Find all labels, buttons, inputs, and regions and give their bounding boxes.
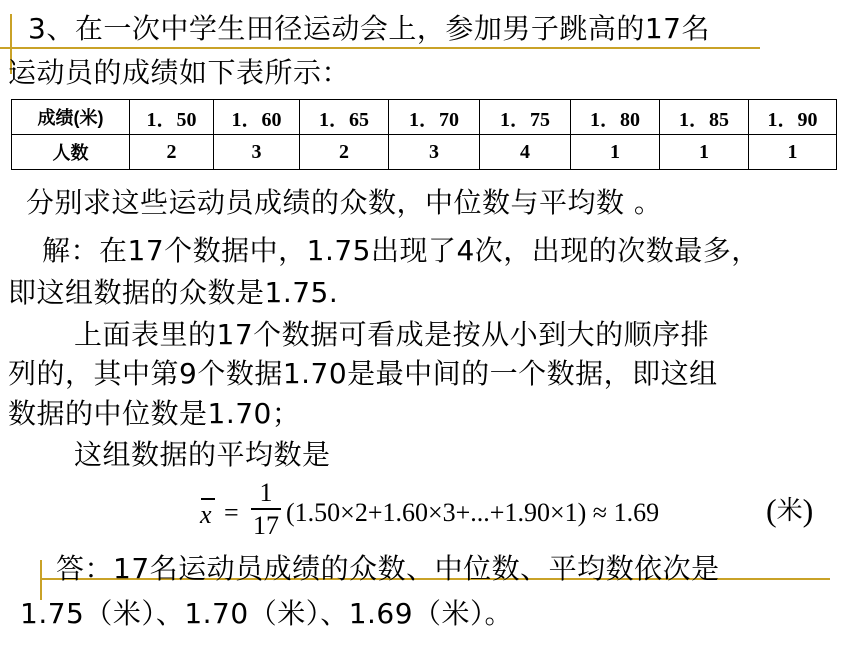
unit-text: 米 bbox=[776, 496, 803, 526]
problem-line-2: 运动员的成绩如下表所示： bbox=[8, 56, 351, 89]
score-header-cell: 成绩(米) bbox=[12, 100, 130, 135]
mean-expression: (1.50×2+1.60×3+...+1.90×1) ≈ 1.69 bbox=[286, 498, 660, 527]
bottom-left-decoration-mark bbox=[40, 560, 42, 600]
count-cell: 1 bbox=[749, 135, 837, 170]
mean-variable: x bbox=[200, 500, 212, 529]
score-cell: 1．80 bbox=[571, 100, 660, 135]
solution-line-1: 解：在17个数据中，1.75出现了4次，出现的次数最多， bbox=[42, 234, 760, 267]
right-paren: ) bbox=[802, 492, 814, 528]
fraction bbox=[251, 478, 281, 542]
fraction-denominator: 17 bbox=[253, 510, 279, 540]
count-cell: 3 bbox=[389, 135, 480, 170]
count-cell: 2 bbox=[300, 135, 389, 170]
equals-sign: = bbox=[224, 498, 239, 527]
score-cell: 1．85 bbox=[660, 100, 749, 135]
count-cell: 1 bbox=[660, 135, 749, 170]
score-cell: 1．60 bbox=[214, 100, 300, 135]
top-decoration-line bbox=[0, 47, 760, 49]
score-cell: 1．75 bbox=[480, 100, 571, 135]
left-paren: ( bbox=[766, 492, 777, 528]
score-cell: 1．90 bbox=[749, 100, 837, 135]
mean-symbol bbox=[200, 500, 212, 530]
question-text: 分别求这些运动员成绩的众数，中位数与平均数 。 bbox=[26, 186, 663, 219]
count-cell: 2 bbox=[130, 135, 214, 170]
count-cell: 3 bbox=[214, 135, 300, 170]
answer-line-1: 答：17名运动员成绩的众数、中位数、平均数依次是 bbox=[56, 552, 720, 585]
count-row bbox=[12, 135, 837, 170]
unit-parenthesis bbox=[766, 490, 813, 529]
solution-line-4: 列的，其中第9个数据1.70是最中间的一个数据，即这组 bbox=[8, 357, 718, 390]
fraction-numerator: 1 bbox=[259, 478, 273, 507]
problem-line-1: 3、在一次中学生田径运动会上，参加男子跳高的17名 bbox=[28, 12, 710, 45]
score-cell: 1．50 bbox=[130, 100, 214, 135]
x-bar-overline bbox=[201, 498, 215, 500]
count-cell: 1 bbox=[571, 135, 660, 170]
solution-line-2: 即这组数据的众数是1.75. bbox=[8, 276, 339, 309]
score-row bbox=[12, 100, 837, 135]
solution-line-6: 这组数据的平均数是 bbox=[74, 438, 331, 471]
solution-line-3: 上面表里的17个数据可看成是按从小到大的顺序排 bbox=[74, 318, 710, 351]
score-cell: 1．70 bbox=[389, 100, 480, 135]
solution-line-5: 数据的中位数是1.70； bbox=[8, 397, 301, 430]
answer-line-2: 1.75（米）、1.70（米）、1.69（米）。 bbox=[20, 597, 514, 630]
score-cell: 1．65 bbox=[300, 100, 389, 135]
count-header-cell: 人数 bbox=[12, 135, 130, 170]
score-table bbox=[11, 99, 837, 170]
count-cell: 4 bbox=[480, 135, 571, 170]
mean-formula bbox=[196, 478, 846, 548]
